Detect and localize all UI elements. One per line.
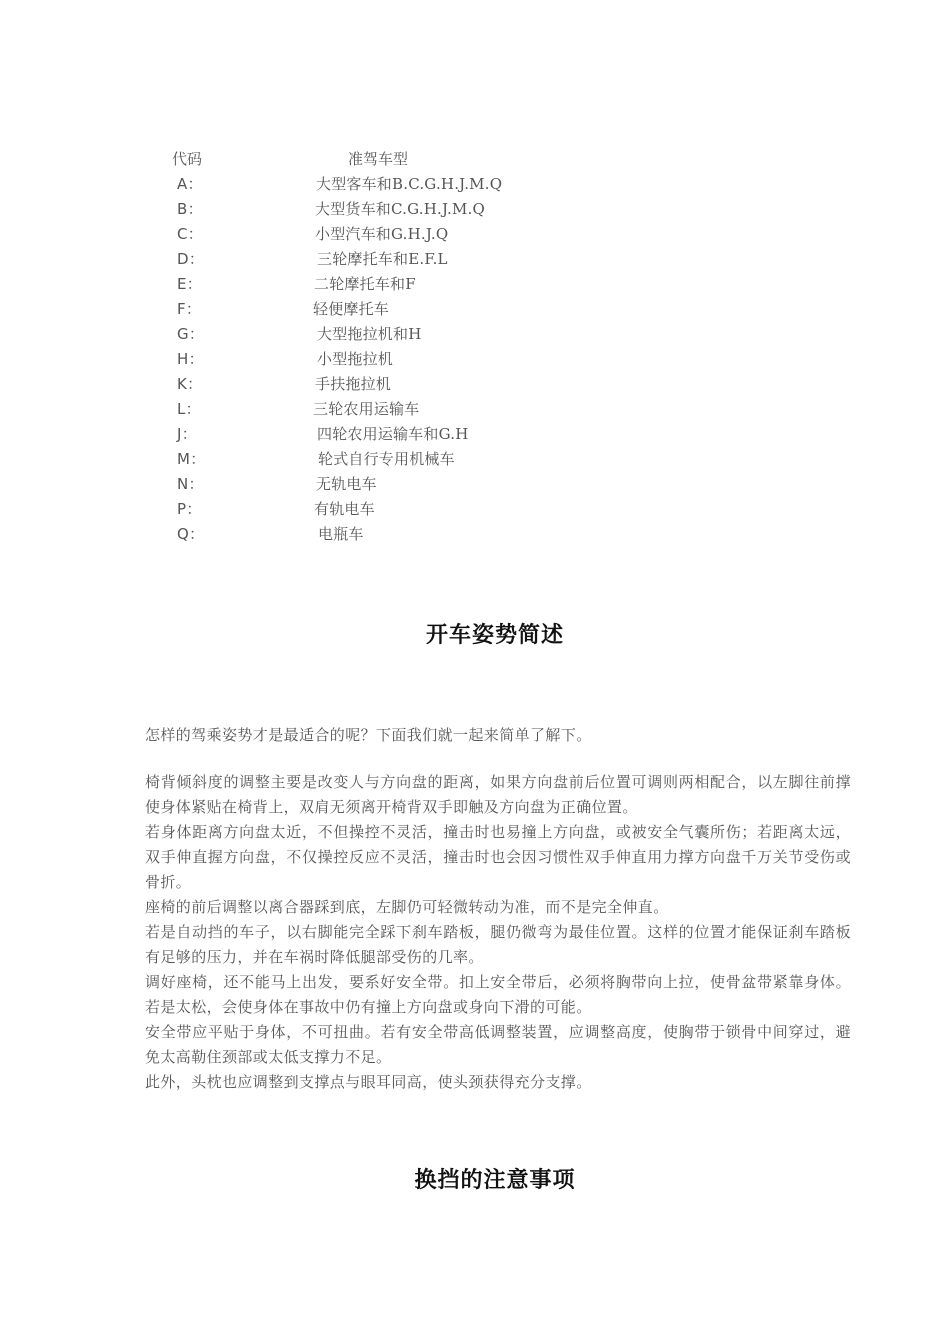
paragraph: 椅背倾斜度的调整主要是改变人与方向盘的距离，如果方向盘前后位置可调则两相配合，以左脚往前撑使身体紧贴在椅背上，双肩无须离开椅背双手即触及方向盘为正确位置。	[145, 773, 851, 816]
row-vehicle-type: 轮式自行专用机械车	[318, 450, 455, 468]
row-vehicle-type: 无轨电车	[316, 475, 377, 493]
header-code: 代码	[172, 150, 203, 168]
row-vehicle-type: 三轮摩托车和E.F.L	[317, 250, 448, 268]
row-vehicle-type: 三轮农用运输车	[313, 400, 420, 418]
row-code: Q：	[177, 525, 205, 543]
row-vehicle-type: 轻便摩托车	[313, 300, 390, 318]
row-code: D：	[177, 250, 205, 268]
row-code: M：	[177, 450, 206, 468]
row-code: P：	[177, 500, 202, 518]
section-title-driving-posture: 开车姿势简述	[425, 622, 564, 648]
row-code: H：	[177, 350, 204, 368]
row-vehicle-type: 四轮农用运输车和G.H	[317, 425, 469, 443]
paragraph: 此外，头枕也应调整到支撑点与眼耳同高，使头颈获得充分支撑。	[145, 1073, 592, 1091]
intro-paragraph: 怎样的驾乘姿势才是最适合的呢？下面我们就一起来简单了解下。	[145, 726, 592, 744]
paragraph: 若身体距离方向盘太近，不但操控不灵活，撞击时也易撞上方向盘，或被安全气囊所伤；若距离太远，双手伸直握方向盘，不仅操控反应不灵活，撞击时也会因习惯性双手伸直用力撑方向盘千万关节受伤或骨折。	[145, 823, 851, 891]
row-code: N：	[177, 475, 204, 493]
paragraph: 座椅的前后调整以离合器踩到底，左脚仍可轻微转动为准，而不是完全伸直。	[145, 898, 669, 916]
row-code: C：	[177, 225, 204, 243]
row-vehicle-type: 大型拖拉机和H	[317, 325, 422, 343]
row-code: A：	[177, 175, 203, 193]
section-title-gear-shifting: 换挡的注意事项	[414, 1167, 576, 1193]
row-vehicle-type: 大型货车和C.G.H.J.M.Q	[315, 200, 486, 218]
row-code: E：	[177, 275, 203, 293]
row-code: F：	[177, 300, 202, 318]
row-vehicle-type: 小型汽车和G.H.J.Q	[315, 225, 449, 243]
header-vehicle-type: 准驾车型	[348, 150, 409, 168]
row-vehicle-type: 大型客车和B.C.G.H.J.M.Q	[316, 175, 503, 193]
paragraph: 调好座椅，还不能马上出发，要系好安全带。扣上安全带后，必须将胸带向上拉，使骨盆带紧靠身体。若是太松，会使身体在事故中仍有撞上方向盘或身向下滑的可能。	[145, 973, 851, 1016]
paragraph: 若是自动挡的车子，以右脚能完全踩下刹车踏板，腿仍微弯为最佳位置。这样的位置才能保证刹车踏板有足够的压力，并在车祸时降低腿部受伤的几率。	[145, 923, 851, 966]
row-vehicle-type: 二轮摩托车和F	[314, 275, 416, 293]
posture-article	[145, 770, 851, 1095]
row-code: J：	[177, 425, 198, 443]
row-vehicle-type: 电瓶车	[318, 525, 364, 543]
paragraph: 安全带应平贴于身体，不可扭曲。若有安全带高低调整装置，应调整高度，使胸带于锁骨中间穿过，避免太高勒住颈部或太低支撑力不足。	[145, 1023, 851, 1066]
row-vehicle-type: 有轨电车	[314, 500, 375, 518]
row-code: L：	[177, 400, 201, 418]
row-code: G：	[177, 325, 205, 343]
row-vehicle-type: 小型拖拉机	[317, 350, 394, 368]
row-vehicle-type: 手扶拖拉机	[315, 375, 392, 393]
row-code: K：	[177, 375, 203, 393]
row-code: B：	[177, 200, 203, 218]
